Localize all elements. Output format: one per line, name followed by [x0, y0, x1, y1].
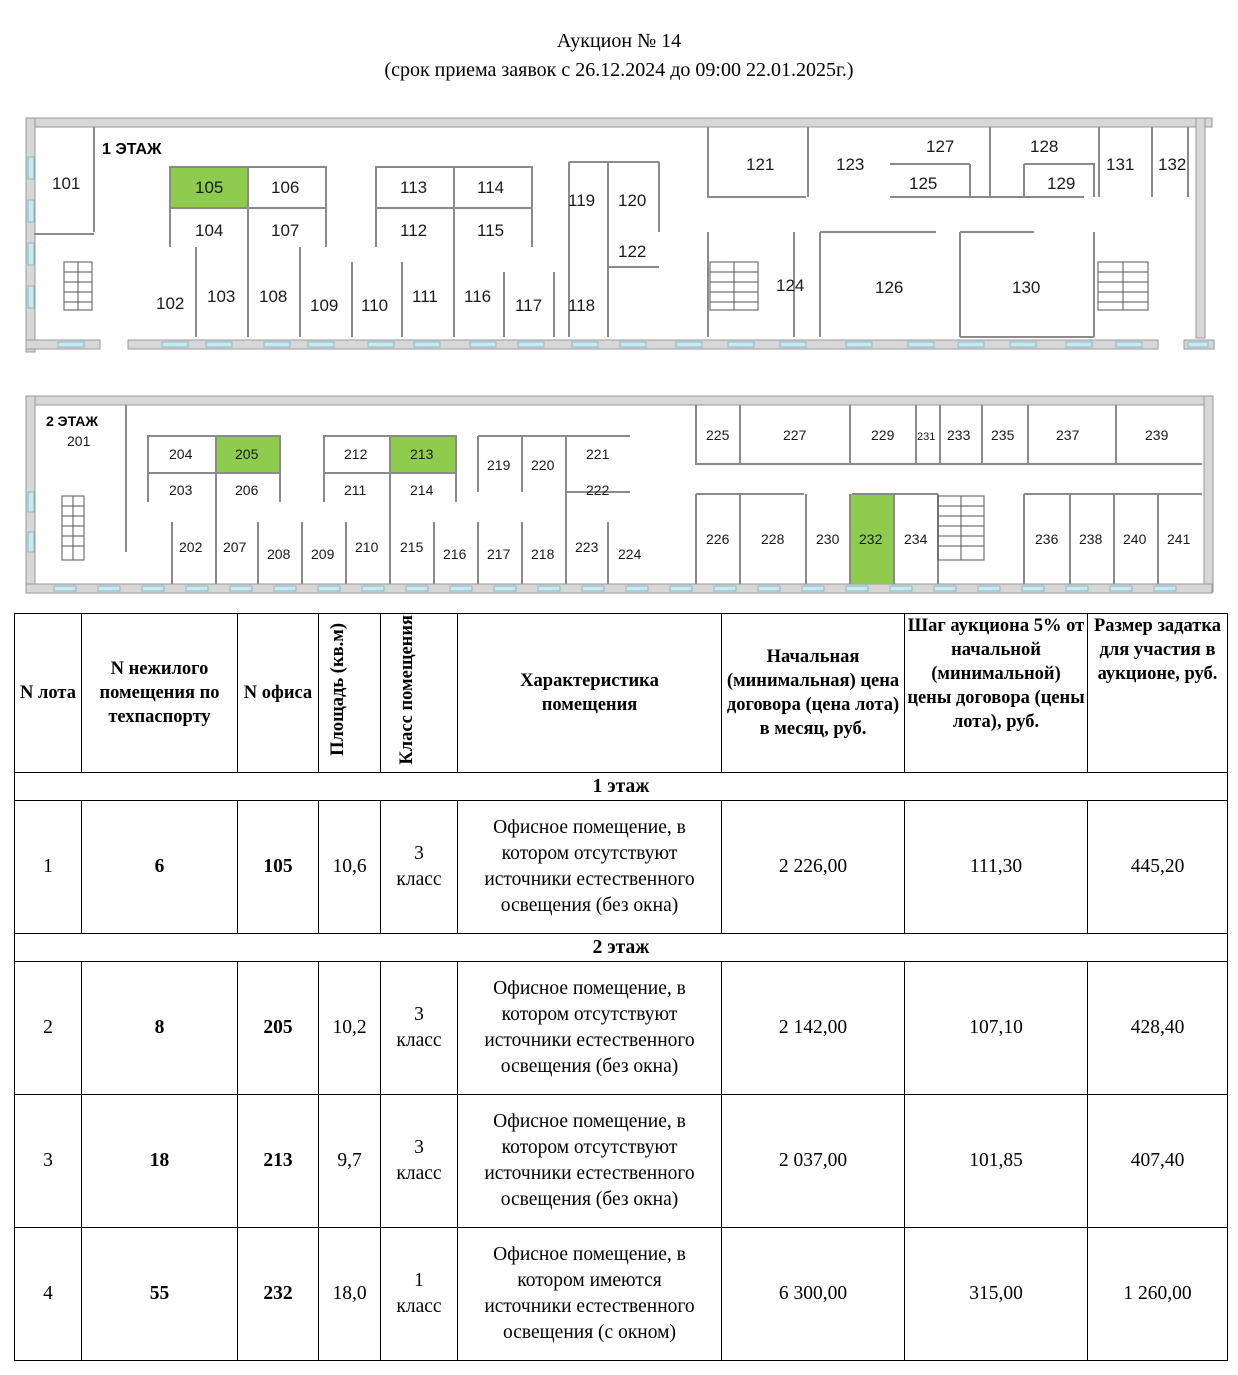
- room-label: 227: [783, 427, 807, 443]
- header-class: Класс помещения: [397, 614, 417, 765]
- room-label: 240: [1123, 531, 1147, 547]
- room-label: 121: [746, 155, 775, 174]
- room-label: 102: [156, 294, 185, 313]
- cell-price: 2 226,00: [722, 801, 905, 934]
- floor-plan-1: [24, 112, 1216, 362]
- cell-deposit: 428,40: [1088, 962, 1228, 1095]
- room-label: 124: [776, 276, 805, 295]
- cell-price: 6 300,00: [722, 1228, 905, 1361]
- header-office: N офиса: [238, 614, 319, 773]
- room-label: 234: [904, 531, 928, 547]
- cell-deposit: 1 260,00: [1088, 1228, 1228, 1361]
- cell-step: 101,85: [905, 1095, 1088, 1228]
- cell-class: 3 класс: [381, 801, 458, 934]
- section-row: [15, 773, 1228, 801]
- room-label: 222: [586, 482, 610, 498]
- cell-office: 105: [238, 801, 319, 934]
- cell-desc: Офисное помещение, в котором отсутствуют источники естественного освещения (без окна): [458, 801, 722, 934]
- room-label: 109: [310, 296, 339, 315]
- cell-deposit: 445,20: [1088, 801, 1228, 934]
- room-label: 206: [235, 482, 259, 498]
- room-label: 210: [355, 539, 379, 555]
- cell-step: 315,00: [905, 1228, 1088, 1361]
- lots-table: [14, 613, 1228, 1361]
- cell-step: 107,10: [905, 962, 1088, 1095]
- room-label: 131: [1106, 155, 1135, 174]
- cell-lot: 2: [15, 962, 82, 1095]
- table-row: [15, 801, 1228, 934]
- room-label: 105: [195, 178, 224, 197]
- room-label: 107: [271, 221, 300, 240]
- room-label: 103: [207, 287, 236, 306]
- room-label: 231: [917, 431, 936, 443]
- cell-price: 2 037,00: [722, 1095, 905, 1228]
- room-label: 216: [443, 546, 467, 562]
- room-label: 220: [531, 457, 555, 473]
- room-label: 223: [575, 539, 599, 555]
- room-label: 233: [947, 427, 971, 443]
- floor-2-label: 2 ЭТАЖ: [46, 413, 99, 429]
- room-label: 238: [1079, 531, 1103, 547]
- room-label: 106: [271, 178, 300, 197]
- header-price: Начальная (минимальная) цена договора (цена лота) в месяц, руб.: [722, 614, 905, 773]
- room-label: 114: [477, 178, 505, 197]
- room-label: 117: [515, 296, 543, 315]
- room-label: 101: [52, 174, 81, 193]
- table-row: [15, 1095, 1228, 1228]
- room-label: 202: [179, 539, 203, 555]
- room-label: 218: [531, 546, 555, 562]
- section-row: [15, 934, 1228, 962]
- room-label: 116: [464, 287, 492, 306]
- room-label: 214: [410, 482, 434, 498]
- auction-deadline: (срок приема заявок с 26.12.2024 до 09:00 22.01.2025г.): [384, 59, 854, 81]
- header-deposit: Размер задатка для участия в аукционе, руб.: [1088, 614, 1228, 773]
- cell-office: 232: [238, 1228, 319, 1361]
- header-area: Площадь (кв.м): [327, 623, 348, 756]
- room-label: 228: [761, 531, 785, 547]
- room-label: 108: [259, 287, 288, 306]
- room-label: 215: [400, 539, 424, 555]
- cell-lot: 1: [15, 801, 82, 934]
- room-label: 239: [1145, 427, 1169, 443]
- cell-office: 205: [238, 962, 319, 1095]
- cell-price: 2 142,00: [722, 962, 905, 1095]
- room-label: 130: [1012, 278, 1041, 297]
- room-label: 113: [400, 178, 428, 197]
- table-header-row: [15, 614, 1228, 773]
- cell-class: 3 класс: [381, 962, 458, 1095]
- room-label: 132: [1158, 155, 1187, 174]
- room-label: 219: [487, 457, 511, 473]
- cell-office: 213: [238, 1095, 319, 1228]
- room-label: 110: [361, 296, 389, 315]
- cell-deposit: 407,40: [1088, 1095, 1228, 1228]
- room-label: 229: [871, 427, 895, 443]
- room-label: 115: [477, 221, 505, 240]
- room-label: 237: [1056, 427, 1080, 443]
- room-label: 128: [1030, 137, 1059, 156]
- room-label: 213: [410, 446, 434, 462]
- cell-lot: 4: [15, 1228, 82, 1361]
- room-label: 204: [169, 446, 193, 462]
- cell-lot: 3: [15, 1095, 82, 1228]
- cell-area: 18,0: [319, 1228, 381, 1361]
- section-title: 2 этаж: [15, 934, 1228, 962]
- room-label: 122: [618, 242, 647, 261]
- room-label: 203: [169, 482, 193, 498]
- room-label: 120: [618, 191, 647, 210]
- room-label: 235: [991, 427, 1015, 443]
- floor-1-label: 1 ЭТАЖ: [102, 141, 162, 158]
- header-desc: Характеристика помещения: [458, 614, 722, 773]
- room-label: 217: [487, 546, 511, 562]
- room-label: 126: [875, 278, 904, 297]
- room-label: 224: [618, 546, 642, 562]
- cell-step: 111,30: [905, 801, 1088, 934]
- cell-area: 9,7: [319, 1095, 381, 1228]
- room-label: 111: [412, 287, 438, 306]
- cell-room: 55: [82, 1228, 238, 1361]
- header-room: N нежилого помещения по техпаспорту: [82, 614, 238, 773]
- room-label: 230: [816, 531, 840, 547]
- room-label: 225: [706, 427, 730, 443]
- room-label: 209: [311, 546, 335, 562]
- cell-room: 6: [82, 801, 238, 934]
- cell-class: 1 класс: [381, 1228, 458, 1361]
- cell-area: 10,2: [319, 962, 381, 1095]
- room-label: 226: [706, 531, 730, 547]
- cell-room: 18: [82, 1095, 238, 1228]
- auction-title: Аукцион № 14: [556, 30, 682, 52]
- room-label: 236: [1035, 531, 1059, 547]
- cell-area: 10,6: [319, 801, 381, 934]
- floor-plan-2: [24, 392, 1216, 604]
- room-label: 221: [586, 446, 610, 462]
- room-label: 241: [1167, 531, 1191, 547]
- table-row: [15, 962, 1228, 1095]
- cell-desc: Офисное помещение, в котором отсутствуют источники естественного освещения (без окна): [458, 962, 722, 1095]
- header-step: Шаг аукциона 5% от начальной (минимальной) цены договора (цены лота), руб.: [905, 614, 1088, 773]
- room-label: 212: [344, 446, 368, 462]
- room-label: 232: [859, 531, 883, 547]
- room-label: 205: [235, 446, 259, 462]
- table-row: [15, 1228, 1228, 1361]
- room-label: 127: [926, 137, 955, 156]
- room-label: 112: [400, 221, 428, 240]
- room-label: 123: [836, 155, 865, 174]
- room-label: 118: [568, 296, 596, 315]
- room-label: 207: [223, 539, 247, 555]
- room-label: 104: [195, 221, 224, 240]
- cell-desc: Офисное помещение, в котором имеются источники естественного освещения (с окном): [458, 1228, 722, 1361]
- cell-room: 8: [82, 962, 238, 1095]
- cell-desc: Офисное помещение, в котором отсутствуют источники естественного освещения (без окна): [458, 1095, 722, 1228]
- room-label: 129: [1047, 174, 1076, 193]
- header-lot: N лота: [15, 614, 82, 773]
- room-label: 208: [267, 546, 291, 562]
- room-label: 125: [909, 174, 938, 193]
- room-label: 119: [568, 191, 596, 210]
- room-label: 211: [344, 482, 367, 498]
- room-label: 201: [67, 433, 91, 449]
- section-title: 1 этаж: [15, 773, 1228, 801]
- cell-class: 3 класс: [381, 1095, 458, 1228]
